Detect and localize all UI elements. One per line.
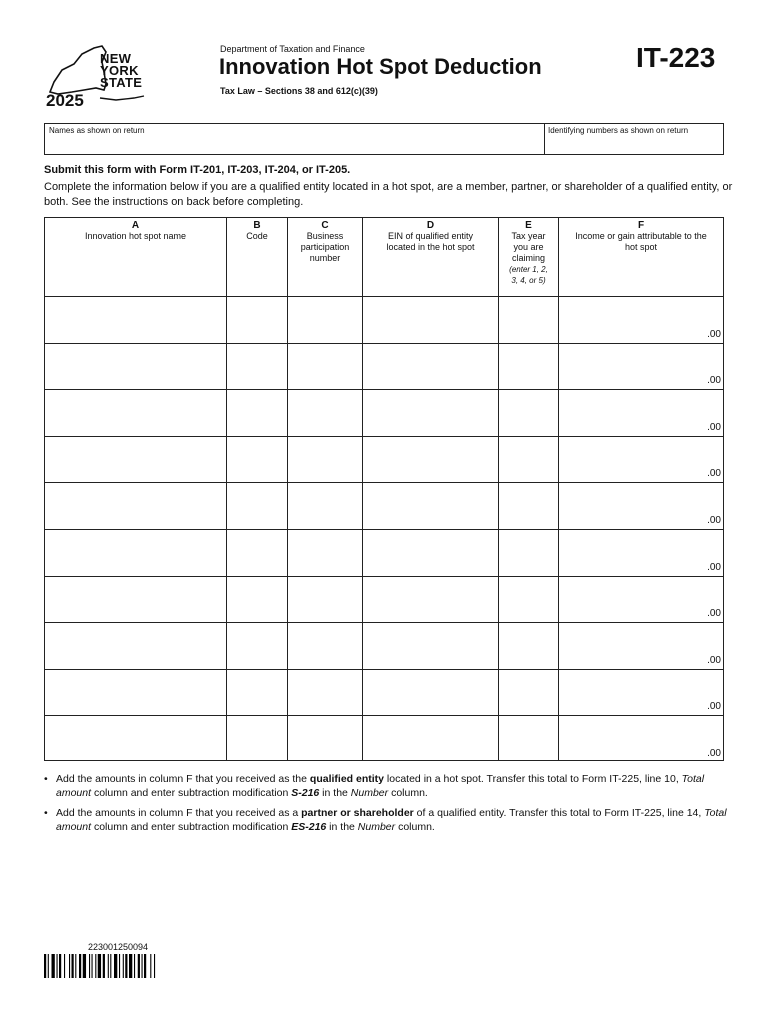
barcode-bar xyxy=(119,954,120,978)
table-cell-a[interactable] xyxy=(47,391,224,422)
cents-suffix: .00 xyxy=(707,561,721,573)
barcode-bar xyxy=(59,954,61,978)
column-e-header: E Tax year you are claiming (enter 1, 2, 3, 4, or 5) xyxy=(509,220,548,285)
tax-year: 2025 xyxy=(46,91,84,110)
table-cell-f[interactable] xyxy=(561,345,721,376)
column-c-header: C Business participation number xyxy=(300,220,350,263)
names-label: Names as shown on return xyxy=(49,126,145,135)
row-divider xyxy=(45,669,723,670)
table-cell-d[interactable] xyxy=(365,391,496,422)
cents-suffix: .00 xyxy=(707,748,721,759)
table-cell-a[interactable] xyxy=(47,298,224,329)
row-divider xyxy=(45,436,723,437)
form-number: IT-223 xyxy=(636,42,716,73)
table-cell-a[interactable] xyxy=(47,578,224,609)
barcode-bar xyxy=(125,954,127,978)
table-cell-a[interactable] xyxy=(47,438,224,469)
barcode-bar xyxy=(138,954,140,978)
cents-suffix: .00 xyxy=(707,328,721,340)
row-divider xyxy=(45,343,723,344)
table-cell-b[interactable] xyxy=(229,345,285,376)
row-divider xyxy=(45,296,723,297)
table-cell-c[interactable] xyxy=(290,717,360,748)
row-divider xyxy=(45,622,723,623)
barcode-bar xyxy=(108,954,109,978)
bullet-icon: • xyxy=(44,773,48,785)
column-divider xyxy=(362,218,363,760)
table-cell-b[interactable] xyxy=(229,438,285,469)
complete-instruction: Complete the information below if you are a qualified entity located in a hot spot, are a member, partner, or shareholder of a qualified entity, or both. See the instructions on back before completing. xyxy=(44,181,733,208)
table-cell-f[interactable] xyxy=(561,484,721,515)
table-cell-d[interactable] xyxy=(365,345,496,376)
logo-wordmark: NEW YORK STATE xyxy=(100,51,143,90)
column-divider xyxy=(287,218,288,760)
table-cell-e[interactable] xyxy=(501,484,556,515)
barcode-bar xyxy=(89,954,90,978)
table-cell-e[interactable] xyxy=(501,531,556,562)
table-cell-f[interactable] xyxy=(561,717,721,748)
nys-logo xyxy=(44,40,154,112)
table-cell-b[interactable] xyxy=(229,484,285,515)
form-title: Innovation Hot Spot Deduction xyxy=(219,54,542,79)
names-input[interactable] xyxy=(47,135,545,155)
table-cell-a[interactable] xyxy=(47,717,224,748)
hot-spot-table xyxy=(44,217,724,761)
row-divider xyxy=(45,715,723,716)
column-f-header: F Income or gain attributable to the hot spot xyxy=(575,220,707,252)
table-cell-c[interactable] xyxy=(290,298,360,329)
table-cell-c[interactable] xyxy=(290,624,360,655)
table-cell-e[interactable] xyxy=(501,438,556,469)
table-cell-d[interactable] xyxy=(365,671,496,702)
column-divider xyxy=(498,218,499,760)
id-numbers-label: Identifying numbers as shown on return xyxy=(548,126,689,135)
table-cell-c[interactable] xyxy=(290,578,360,609)
table-cell-e[interactable] xyxy=(501,671,556,702)
barcode-bar xyxy=(154,954,155,978)
barcode-bar xyxy=(114,954,117,978)
cents-suffix: .00 xyxy=(707,515,721,526)
barcode-bar xyxy=(79,954,81,978)
barcode-bar xyxy=(72,954,74,978)
table-cell-f[interactable] xyxy=(561,624,721,655)
table-cell-c[interactable] xyxy=(290,391,360,422)
barcode-bar xyxy=(142,954,143,978)
table-cell-f[interactable] xyxy=(561,298,721,329)
instruction-bullet-1: • Add the amounts in column F that you received as the qualified entity located in a hot spot. Transfer this total to Form IT-225, line 10, Total amount column and enter subtraction modification S-216 in the Number column. xyxy=(44,773,705,799)
table-cell-e[interactable] xyxy=(501,298,556,329)
barcode-bar xyxy=(75,954,76,978)
table-cell-e[interactable] xyxy=(501,391,556,422)
table-cell-b[interactable] xyxy=(229,391,285,422)
cents-suffix: .00 xyxy=(707,375,721,387)
cents-suffix: .00 xyxy=(707,468,721,480)
row-divider xyxy=(45,482,723,483)
taxpayer-identification-box xyxy=(44,123,724,155)
tax-law-reference: Tax Law – Sections 38 and 612(c)(39) xyxy=(220,86,378,96)
bullet-icon: • xyxy=(44,807,48,819)
barcode-bar xyxy=(64,954,65,978)
table-cell-b[interactable] xyxy=(229,671,285,702)
barcode-bar xyxy=(103,954,105,978)
table-cell-b[interactable] xyxy=(229,624,285,655)
row-divider xyxy=(45,389,723,390)
submit-instruction: Submit this form with Form IT-201, IT-203, IT-204, or IT-205. xyxy=(44,164,351,176)
table-cell-a[interactable] xyxy=(47,345,224,376)
cents-suffix: .00 xyxy=(707,608,721,620)
barcode-bar xyxy=(110,954,111,978)
column-a-header: A Innovation hot spot name xyxy=(84,220,187,241)
barcode-bar xyxy=(150,954,151,978)
column-divider xyxy=(226,218,227,760)
barcode-bar xyxy=(129,954,132,978)
column-b-header: B Code xyxy=(246,220,268,241)
table-cell-a[interactable] xyxy=(47,531,224,562)
table-cell-d[interactable] xyxy=(365,298,496,329)
cents-suffix: .00 xyxy=(707,701,721,713)
column-d-header: D EIN of qualified entity located in the hot spot xyxy=(386,220,475,252)
barcode-bar xyxy=(134,954,135,978)
barcode-bar xyxy=(144,954,146,978)
barcode-bar xyxy=(69,954,70,978)
table-cell-f[interactable] xyxy=(561,438,721,469)
table-cell-b[interactable] xyxy=(229,578,285,609)
table-cell-d[interactable] xyxy=(365,578,496,609)
table-cell-e[interactable] xyxy=(501,717,556,748)
barcode-bar xyxy=(92,954,93,978)
cents-suffix: .00 xyxy=(707,421,721,433)
barcode-bar xyxy=(44,954,46,978)
barcode-number: 223001250094 xyxy=(88,942,149,952)
table-cell-f[interactable] xyxy=(561,578,721,609)
table-cell-c[interactable] xyxy=(290,671,360,702)
transfer-instructions xyxy=(44,772,734,840)
id-numbers-input[interactable] xyxy=(547,135,725,155)
table-cell-e[interactable] xyxy=(501,624,556,655)
table-cell-d[interactable] xyxy=(365,717,496,748)
barcode-bar xyxy=(123,954,124,978)
table-cell-a[interactable] xyxy=(47,484,224,515)
barcode-bar xyxy=(52,954,55,978)
barcode-bar xyxy=(98,954,101,978)
cents-suffix: .00 xyxy=(707,654,721,666)
table-cell-d[interactable] xyxy=(365,531,496,562)
table-cell-b[interactable] xyxy=(229,531,285,562)
table-cell-e[interactable] xyxy=(501,578,556,609)
table-cell-d[interactable] xyxy=(365,484,496,515)
table-cell-c[interactable] xyxy=(290,531,360,562)
table-cell-d[interactable] xyxy=(365,624,496,655)
table-cell-d[interactable] xyxy=(365,438,496,469)
table-cell-b[interactable] xyxy=(229,717,285,748)
table-cell-c[interactable] xyxy=(290,345,360,376)
table-cell-f[interactable] xyxy=(561,531,721,562)
table-cell-f[interactable] xyxy=(561,391,721,422)
table-cell-c[interactable] xyxy=(290,438,360,469)
table-cell-e[interactable] xyxy=(501,345,556,376)
row-divider xyxy=(45,529,723,530)
table-cell-c[interactable] xyxy=(290,484,360,515)
barcode-bar xyxy=(57,954,58,978)
department-name: Department of Taxation and Finance xyxy=(220,44,365,54)
instruction-bullet-2: • Add the amounts in column F that you received as a partner or shareholder of a qualified entity. Transfer this total to Form IT-225, line 14, Total amount column and enter subtraction modification ES-216 in the Number column. xyxy=(44,807,727,833)
barcode-bar xyxy=(95,954,96,978)
table-cell-f[interactable] xyxy=(561,671,721,702)
table-cell-a[interactable] xyxy=(47,624,224,655)
table-cell-b[interactable] xyxy=(229,298,285,329)
barcode-bar xyxy=(48,954,49,978)
row-divider xyxy=(45,576,723,577)
barcode-bar xyxy=(83,954,86,978)
barcode-icon xyxy=(44,954,194,978)
table-cell-a[interactable] xyxy=(47,671,224,702)
column-divider xyxy=(558,218,559,760)
